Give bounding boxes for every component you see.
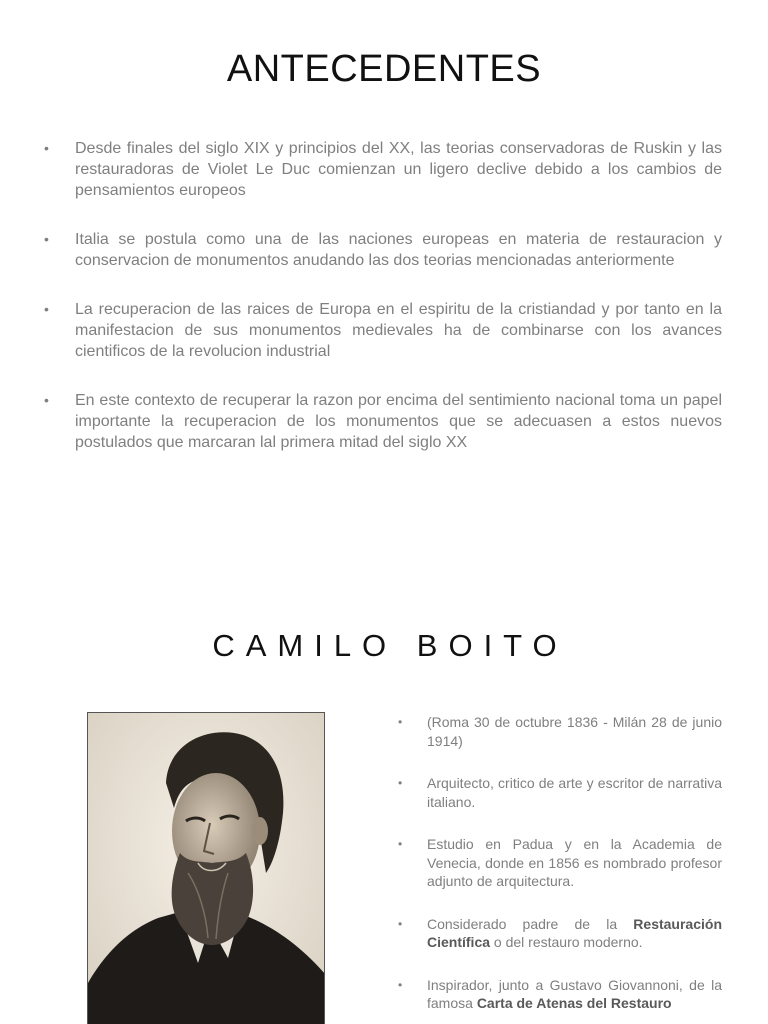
bullet-text-bold: Carta de Atenas del Restauro [476, 995, 672, 1011]
bullet-icon: • [398, 977, 403, 992]
slide-title-antecedentes: ANTECEDENTES [226, 48, 542, 90]
bullet-text: En este contexto de recuperar la razon por encima del sentimiento nacional toma un papel importante la recuperacion de los monumentos que se adecuasen a estos nuevos postulados que marcaran lal primera mitad del siglo XX [75, 392, 722, 451]
bullet-icon: • [398, 776, 403, 790]
bullet-item [396, 915, 722, 952]
bullet-icon: • [398, 837, 403, 851]
slide-title-camilo-boito: CAMILO BOITO [212, 628, 568, 663]
boito-bullet-list [396, 713, 722, 1024]
portrait-photo-icon [87, 712, 325, 1024]
bullet-icon: • [44, 392, 49, 408]
portrait-illustration [88, 713, 325, 1024]
bullet-item [40, 229, 722, 271]
bullet-icon: • [398, 715, 403, 729]
bullet-text: Desde finales del siglo XIX y principios del XX, las teorias conservadoras de Ruskin y las restauradoras de Violet Le Duc comienzan un ligero declive debido a los cambios de pensamientos europeos [75, 140, 722, 199]
bullet-item [40, 138, 722, 201]
bullet-item [40, 299, 722, 362]
bullet-icon: • [398, 916, 403, 931]
antecedentes-bullet-list [40, 138, 722, 481]
bullet-item [396, 774, 722, 811]
bullet-text-post: o del restauro moderno. [490, 934, 643, 950]
bullet-icon: • [44, 231, 49, 247]
bullet-text: La recuperacion de las raices de Europa en el espiritu de la cristiandad y por tanto en la manifestacion de sus monumentos medievales ha de combinarse con los avances cientificos de la revolucion industrial [75, 301, 722, 360]
bullet-text: Estudio en Padua y en la Academia de Venecia, donde en 1856 es nombrado profesor adjunto de arquitectura. [427, 836, 722, 889]
bullet-text-pre: Inspirador, junto a Gustavo Giovannoni, de la famosa [427, 976, 722, 1011]
bullet-text-pre: Considerado padre de la [427, 915, 634, 932]
bullet-text-bold: Restauración Científica [427, 915, 722, 950]
bullet-text: Arquitecto, critico de arte y escritor de narrativa italiano. [427, 775, 722, 810]
bullet-item [396, 713, 722, 750]
bullet-text: Italia se postula como una de las naciones europeas en materia de restauracion y conservacion de monumentos anudando las dos teorias mencionadas anteriormente [75, 231, 722, 269]
bullet-text: (Roma 30 de octubre 1836 - Milán 28 de junio 1914) [427, 714, 722, 749]
bullet-item [40, 390, 722, 453]
bullet-icon: • [44, 301, 49, 317]
bullet-icon: • [44, 140, 49, 156]
bullet-item [396, 976, 722, 1013]
bullet-item [396, 835, 722, 891]
